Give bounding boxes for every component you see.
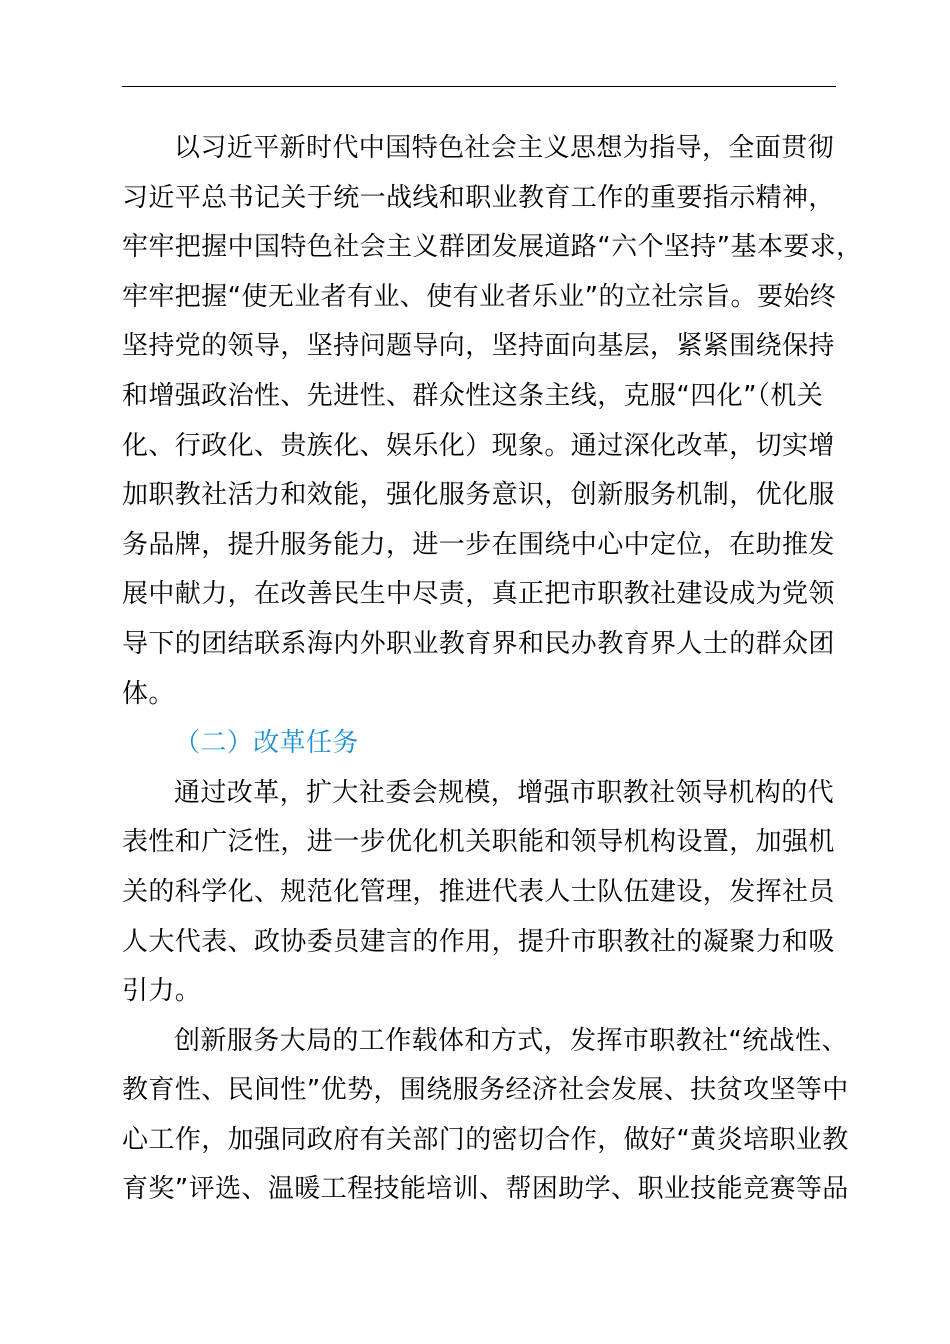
text-line: 牢牢把握中国特色社会主义群团发展道路“六个坚持”基本要求， — [122, 232, 863, 263]
document-body — [122, 124, 862, 1215]
text-line: 创新服务大局的工作载体和方式，发挥市职教社“统战性、 — [174, 1025, 848, 1056]
text-line: 习近平总书记关于统一战线和职业教育工作的重要指示精神， — [122, 182, 835, 213]
paragraph-reform-scope — [122, 769, 862, 1017]
paragraph-guiding-principle — [122, 124, 862, 719]
text-line: 引力。 — [122, 976, 202, 1007]
text-line: 展中献力，在改善民生中尽责，真正把市职教社建设成为党领 — [122, 579, 835, 610]
text-line: 育奖”评选、温暖工程技能培训、帮困助学、职业技能竞赛等品 — [122, 1174, 849, 1205]
section-heading-reform-tasks — [122, 719, 862, 769]
text-line: 心工作，加强同政府有关部门的密切合作，做好“黄炎培职业教 — [122, 1124, 849, 1155]
text-line: 以习近平新时代中国特色社会主义思想为指导，全面贯彻 — [174, 133, 835, 163]
text-line: 导下的团结联系海内外职业教育界和民办教育界人士的群众团 — [122, 628, 835, 659]
text-line: 人大代表、政协委员建言的作用，提升市职教社的凝聚力和吸 — [122, 926, 835, 957]
paragraph-service-innovation — [122, 1017, 862, 1215]
text-line: 表性和广泛性，进一步优化机关职能和领导机构设置，加强机 — [122, 827, 835, 858]
text-line: 化、行政化、贵族化、娱乐化）现象。通过深化改革，切实增 — [122, 430, 835, 461]
text-line: 坚持党的领导，坚持问题导向，坚持面向基层，紧紧围绕保持 — [122, 331, 835, 362]
header-rule — [122, 86, 836, 87]
text-line: 体。 — [122, 678, 175, 709]
text-line: 通过改革，扩大社委会规模，增强市职教社领导机构的代 — [174, 777, 835, 808]
text-line: 教育性、民间性”优势，围绕服务经济社会发展、扶贫攻坚等中 — [122, 1075, 849, 1106]
text-line: 牢牢把握“使无业者有业、使有业者乐业”的立社宗旨。要始终 — [122, 281, 837, 312]
text-line: 关的科学化、规范化管理，推进代表人士队伍建设，发挥社员 — [122, 876, 835, 907]
heading-line: （二）改革任务 — [174, 728, 359, 759]
text-line: 加职教社活力和效能，强化服务意识，创新服务机制，优化服 — [122, 480, 835, 511]
text-line: 和增强政治性、先进性、群众性这条主线，克服“四化”（机关 — [122, 380, 824, 411]
text-line: 务品牌，提升服务能力，进一步在围绕中心中定位，在助推发 — [122, 529, 835, 560]
